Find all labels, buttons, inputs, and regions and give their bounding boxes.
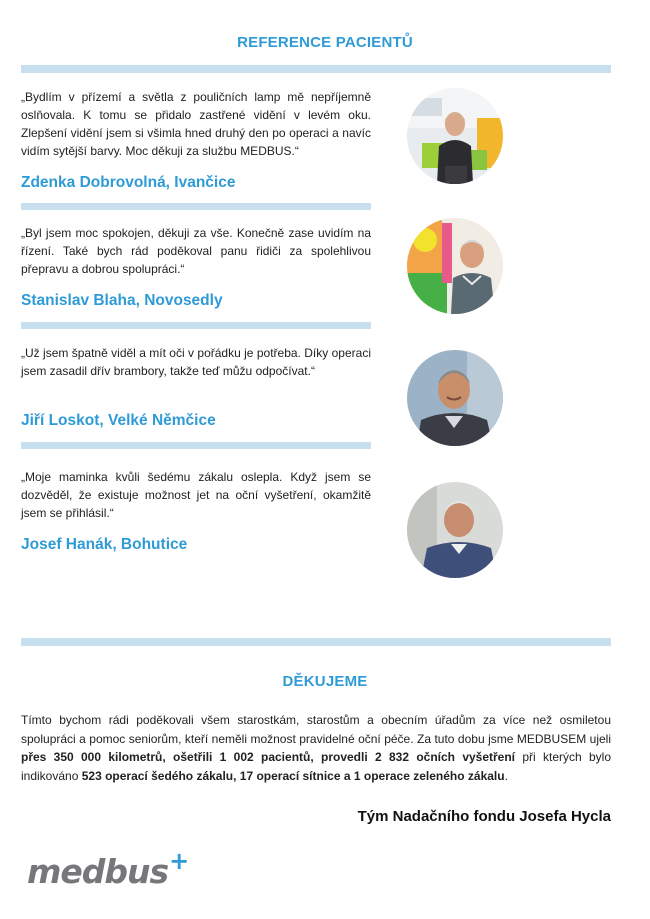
signature: Tým Nadačního fondu Josefa Hycla <box>357 808 611 825</box>
page-title: REFERENCE PACIENTŮ <box>237 34 413 51</box>
thanks-text-3: . <box>504 768 508 783</box>
divider-bottom <box>21 638 611 646</box>
testimonial-quote-2: „Byl jsem moc spokojen, děkuji za vše. Konečně zase uvidím na řízení. Také bych rád poděkoval panu řidiči za spolehlivou přepravu a dobrou spolupráci.“ <box>21 226 371 276</box>
logo-text: medbus <box>27 852 169 891</box>
thanks-heading: DĚKUJEME <box>282 673 368 690</box>
thanks-bold-1: přes 350 000 kilometrů, ošetřili 1 002 pacientů, provedli 2 832 očních vyšetření <box>21 750 516 764</box>
logo-plus-icon: + <box>169 847 189 875</box>
divider-3 <box>21 442 371 449</box>
thanks-text-2: při kterých bylo indikováno <box>21 750 611 783</box>
thanks-bold-2: 523 operací šedého zákalu, 17 operací sítnice a 1 operace zeleného zákalu <box>81 768 505 783</box>
divider-1 <box>21 203 371 210</box>
testimonial-author-1: Zdenka Dobrovolná, Ivančice <box>21 174 236 191</box>
patient-photo-4 <box>407 482 503 578</box>
patient-photo-1 <box>407 88 503 184</box>
thanks-text-1: Tímto bychom rádi poděkovali všem starostkám, starostům a obecním úřadům za více než osmiletou spolupráci a pomoc seniorům, kteří neměli možnost pravidelné oční péče. Za tuto dobu jsme MEDBUSEM ujeli <box>21 713 611 746</box>
testimonial-quote-1: „Bydlím v přízemí a světla z pouličních lamp mě nepříjemně oslňovala. K tomu se přidalo zastřené vidění v levém oku. Zlepšení vidění jsem si všimla hned druhý den po operaci a navíc vidím sytější barvy. Moc děkuji za službu MEDBUS.“ <box>21 90 371 158</box>
testimonial-quote-3: „Už jsem špatně viděl a mít oči v pořádku je potřeba. Díky operaci jsem zasadil dřív brambory, takže teď můžu odpočívat.“ <box>21 346 371 378</box>
divider-2 <box>21 322 371 329</box>
medbus-logo <box>27 847 189 891</box>
testimonial-author-4: Josef Hanák, Bohutice <box>21 536 188 553</box>
testimonial-author-2: Stanislav Blaha, Novosedly <box>21 292 223 309</box>
thanks-paragraph <box>21 711 611 785</box>
testimonial-author-3: Jiří Loskot, Velké Němčice <box>21 412 216 429</box>
testimonial-quote-4: „Moje maminka kvůli šedému zákalu oslepla. Když jsem se dozvěděl, že existuje možnost jet na oční vyšetření, okamžitě jsem se přihlásil.“ <box>21 470 371 520</box>
patient-photo-3 <box>407 350 503 446</box>
divider-top <box>21 65 611 73</box>
patient-photo-2 <box>407 218 503 314</box>
